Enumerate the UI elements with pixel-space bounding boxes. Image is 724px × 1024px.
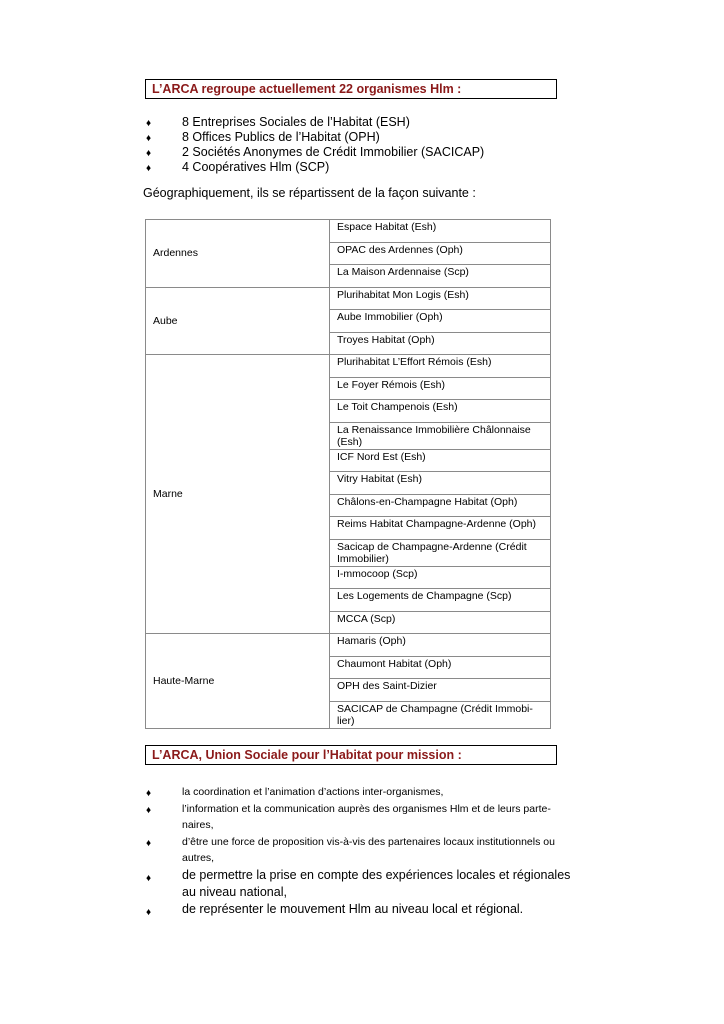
department-cell: Ardennes [146,220,330,288]
organisms-table [145,219,551,729]
organism-types-list [146,115,484,175]
organism-cell: Hamaris (Oph) [330,634,551,657]
bullet-diamond-icon: ♦ [146,163,152,174]
organism-cell: La Renaissance Immobilière Châlonnaise (Esh) [330,422,551,449]
organism-cell: Plurihabitat L’Effort Rémois (Esh) [330,355,551,378]
bullet-diamond-icon: ♦ [146,804,152,816]
list-item: ♦ 8 Offices Publics de l’Habitat (OPH) [146,130,380,144]
list-item: ♦ de permettre la prise en compte des expériences locales et régionales au niveau national, [146,867,571,899]
department-cell: Aube [146,287,330,355]
table-row [146,287,551,310]
table-row [146,355,551,378]
bullet-diamond-icon: ♦ [146,788,152,799]
organism-cell: I-mmocoop (Scp) [330,566,551,589]
organism-cell: Les Logements de Champagne (Scp) [330,589,551,612]
mission-list [146,784,576,918]
list-item: ♦ 4 Coopératives Hlm (SCP) [146,160,330,174]
list-item: ♦ l’information et la communication auprès des organismes Hlm et de leurs parte-naires, [146,802,551,831]
bullet-diamond-icon: ♦ [146,118,152,129]
list-item: ♦ 2 Sociétés Anonymes de Crédit Immobilier (SACICAP) [146,145,485,159]
organism-cell: Le Foyer Rémois (Esh) [330,377,551,400]
bullet-diamond-icon: ♦ [146,837,152,849]
list-item: ♦ de représenter le mouvement Hlm au niveau local et régional. [146,901,576,918]
organism-cell: Sacicap de Champagne-Ardenne (Crédit Immobilier) [330,539,551,566]
organism-cell: OPH des Saint-Dizier [330,679,551,702]
bullet-diamond-icon: ♦ [146,872,152,884]
organism-cell: Espace Habitat (Esh) [330,220,551,243]
table-row [146,220,551,243]
organism-cell: Vitry Habitat (Esh) [330,472,551,495]
organism-cell: La Maison Ardennaise (Scp) [330,265,551,288]
organism-cell: Châlons-en-Champagne Habitat (Oph) [330,494,551,517]
organism-cell: ICF Nord Est (Esh) [330,449,551,472]
organism-cell: Troyes Habitat (Oph) [330,332,551,355]
organism-cell: Plurihabitat Mon Logis (Esh) [330,287,551,310]
geographic-intro: Géographiquement, ils se répartissent de la façon suivante : [143,186,476,200]
bullet-diamond-icon: ♦ [146,148,152,159]
organism-cell: OPAC des Ardennes (Oph) [330,242,551,265]
department-cell: Haute-Marne [146,634,330,729]
list-item: ♦ d’être une force de proposition vis-à-vis des partenaires locaux institutionnels ou autres, [146,835,555,864]
organism-cell: Le Toit Champenois (Esh) [330,400,551,423]
table-row [146,634,551,657]
organism-cell: Aube Immobilier (Oph) [330,310,551,333]
department-cell: Marne [146,355,330,634]
organism-cell: Reims Habitat Champagne-Ardenne (Oph) [330,517,551,540]
section-heading-organismes: L’ARCA regroupe actuellement 22 organismes Hlm : [145,79,557,99]
section-heading-mission: L’ARCA, Union Sociale pour l’Habitat pour mission : [145,745,557,765]
bullet-diamond-icon: ♦ [146,906,152,918]
list-item: ♦ 8 Entreprises Sociales de l’Habitat (ESH) [146,115,410,129]
bullet-diamond-icon: ♦ [146,133,152,144]
organism-cell: MCCA (Scp) [330,611,551,634]
organism-cell: Chaumont Habitat (Oph) [330,656,551,679]
organism-cell: SACICAP de Champagne (Crédit Immobi-lier) [330,701,551,728]
list-item: ♦ la coordination et l’animation d’actions inter-organismes, [146,784,576,801]
